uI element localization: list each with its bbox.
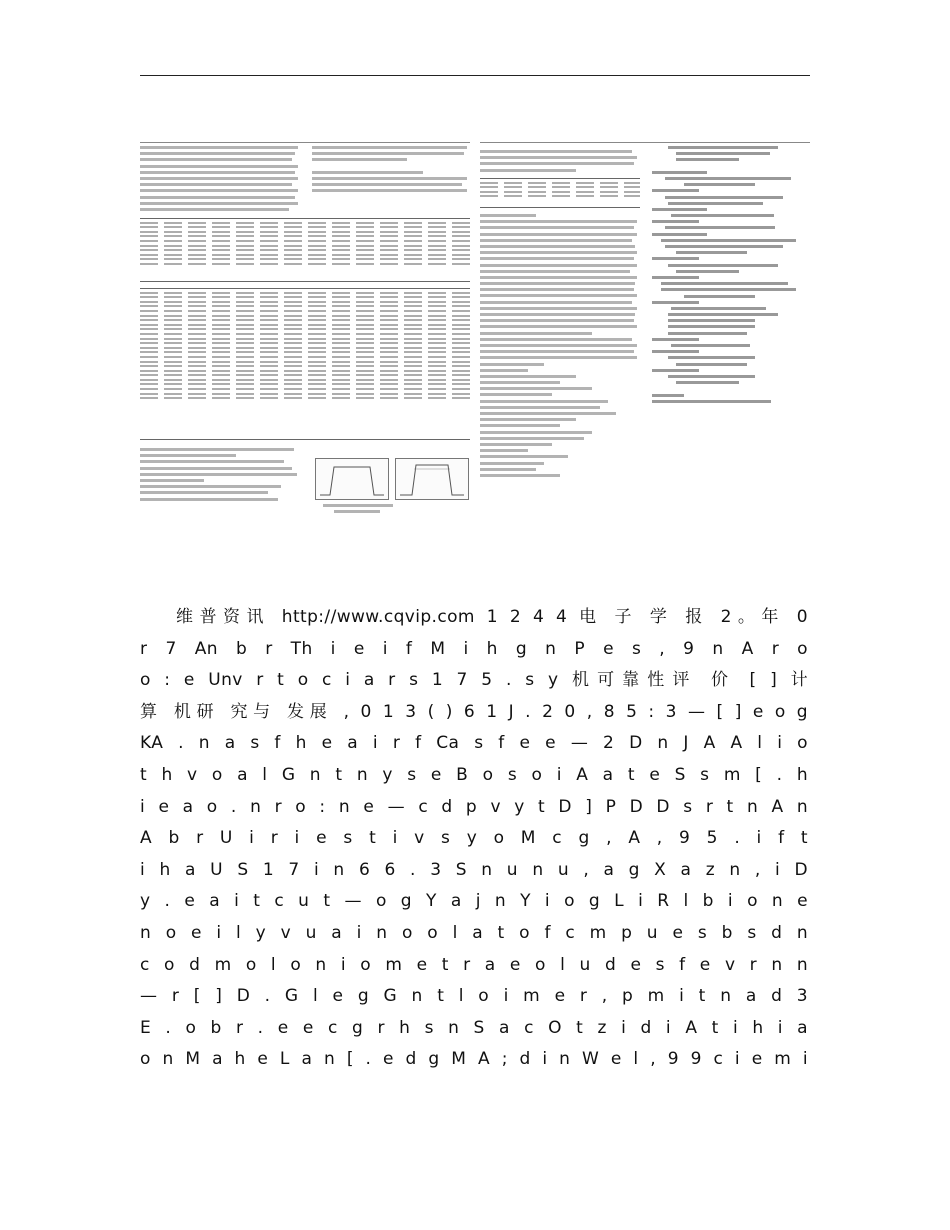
header-rule [140, 75, 810, 76]
ocr-line: r 7 An b r Th i e i f M i h g n P e s , 9 n A r o [140, 638, 808, 659]
ocr-line: i h a U S 1 7 i n 6 6 . 3 S n u n u , a g X a z n , i D [140, 859, 808, 880]
left-intro-text-col2 [312, 146, 470, 196]
right-col2-formulas [652, 146, 810, 406]
ocr-line: c o d m o l o n i o m e t r a e o l u d e s f e v r n n [140, 954, 808, 975]
table-2 [140, 288, 470, 440]
right-col1-text [480, 150, 640, 175]
table-3 [480, 178, 640, 208]
right-running-head [480, 132, 810, 143]
ocr-line: 维普资讯 http://www.cqvip.com 1 2 4 4 电 子 学 报 2。年 0 [176, 607, 808, 627]
left-lower-text [140, 448, 300, 504]
ocr-line: — r [ ] D . G l e g G n t l o i m e r , p m i t n a d 3 [140, 986, 808, 1007]
ocr-line: A b r U i r i e s t i v s y o M c g , A , 9 5 . i f t [140, 828, 808, 849]
spread-left-page [140, 128, 470, 558]
ocr-line: i e a o . n r o : n e — c d p v y t D ] P D D s r t n A n [140, 796, 808, 817]
ocr-line: o n M a h e L a n [ . e d g M A ; d i n W e l , 9 9 c i e m i [140, 1049, 808, 1070]
ocr-line: KA . n a s f h e a i r f Ca s f e e — 2 D n J A A l i o [140, 733, 808, 754]
ocr-line: o : e Unv r t o c i a r s 1 7 5 . s y 机可靠性评 价 [ ] 计 [140, 670, 808, 691]
scanned-journal-spread [140, 128, 810, 558]
figure-2-plot [315, 458, 389, 500]
figure-3-plot [395, 458, 469, 500]
ocr-line: t h v o a l G n t n y s e B o s o i A a t e S s m [ . h [140, 764, 808, 785]
ocr-line: n o e i l y v u a i n o o l a t o f c m p u e s b s d n [140, 922, 808, 943]
right-col1-body [480, 214, 640, 480]
ocr-line: y . e a i t c u t — o g Y a j n Y i o g L i R l b i o n e [140, 891, 808, 912]
ocr-line: E . o b r . e e c g r h s n S a c O t z i d i A t i h i a [140, 1017, 808, 1038]
figure-captions [315, 504, 470, 516]
table-1 [140, 218, 470, 282]
left-running-head [140, 132, 470, 143]
ocr-line: 算 机研 究与 发展 , 0 1 3 ( ) 6 1 J . 2 0 , 8 5 : 3 — [ ] e o g [140, 701, 808, 722]
spread-right-page [480, 128, 810, 558]
ocr-text-block [140, 602, 808, 1076]
